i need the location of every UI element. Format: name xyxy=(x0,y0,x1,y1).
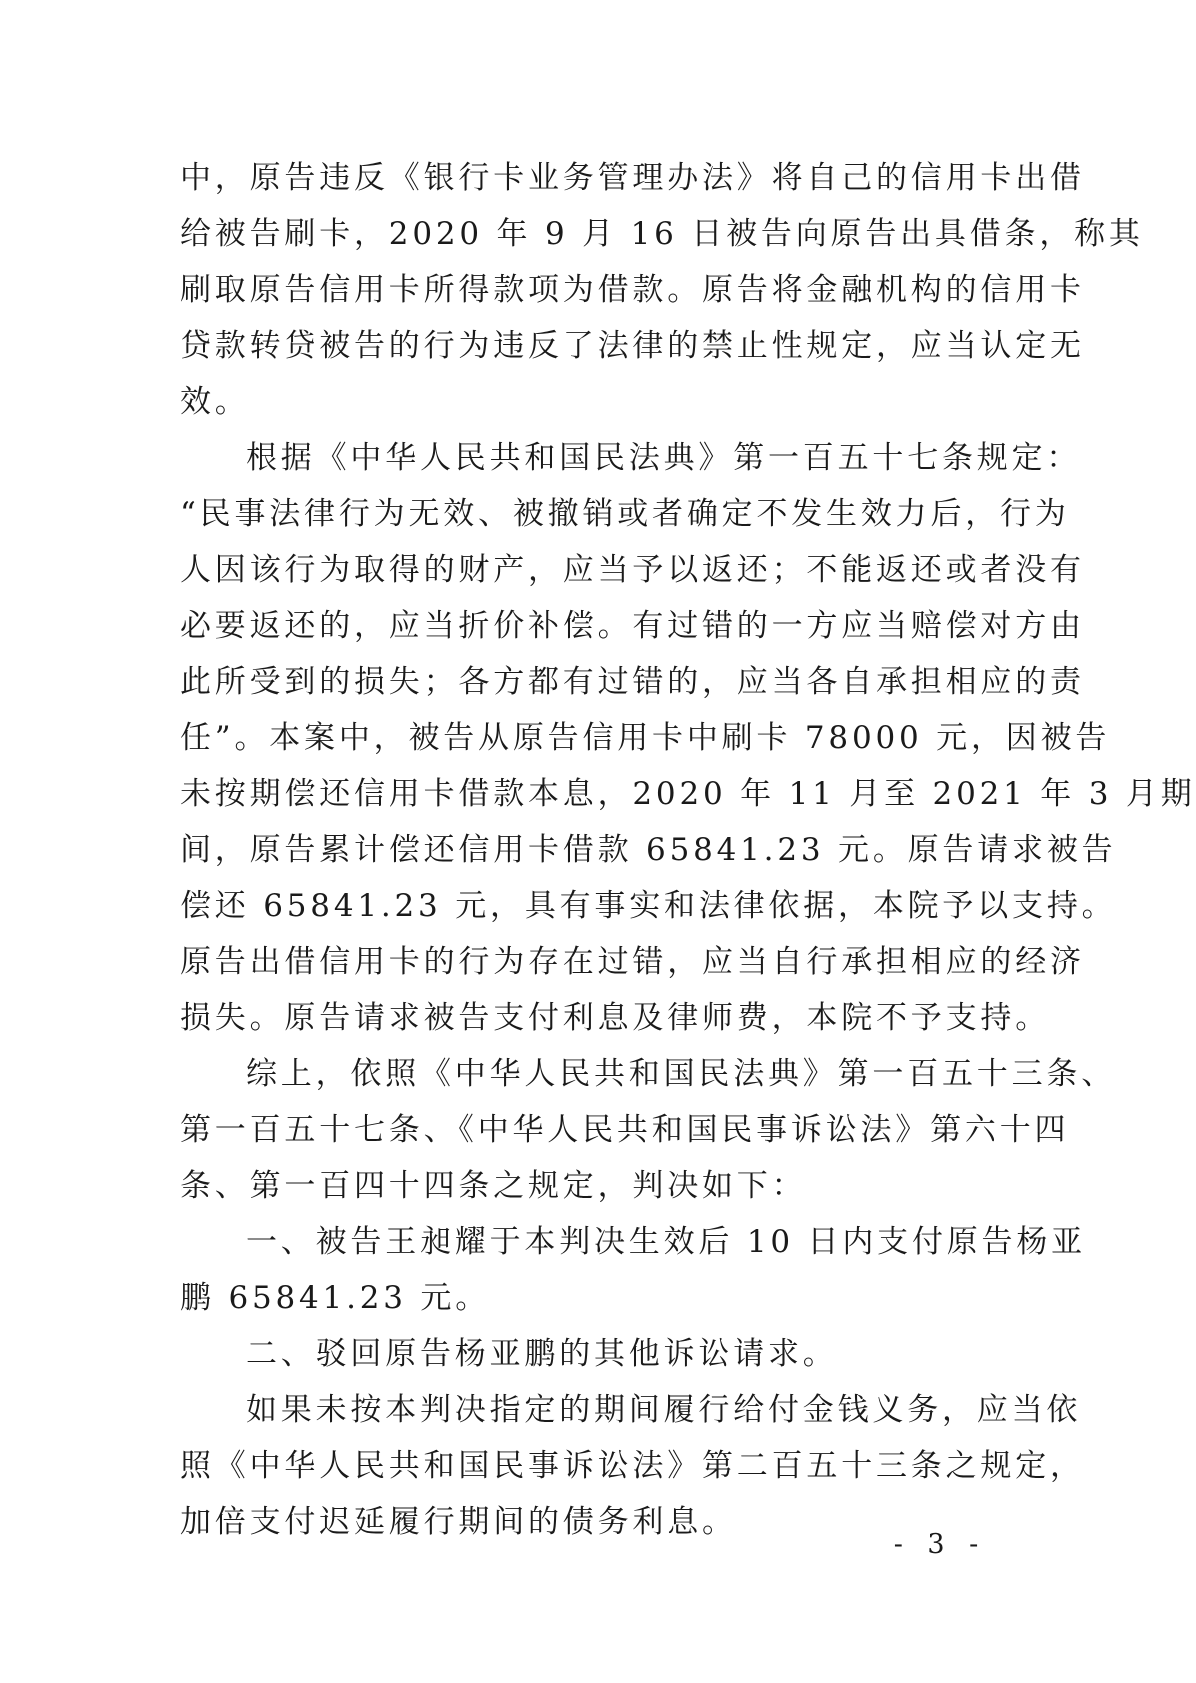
text-line: 间，原告累计偿还信用卡借款 65841.23 元。原告请求被告 xyxy=(180,832,1117,868)
judgment-body-text xyxy=(180,150,1196,1550)
text-line: 贷款转贷被告的行为违反了法律的禁止性规定，应当认定无 xyxy=(180,328,1085,364)
text-line: “民事法律行为无效、被撤销或者确定不发生效力后，行为 xyxy=(180,496,1070,532)
text-line: 原告出借信用卡的行为存在过错，应当自行承担相应的经济 xyxy=(180,944,1085,980)
text-line: 损失。原告请求被告支付利息及律师费，本院不予支持。 xyxy=(180,1000,1050,1036)
text-line: 偿还 65841.23 元，具有事实和法律依据，本院予以支持。 xyxy=(180,888,1117,924)
text-line: 未按期偿还信用卡借款本息，2020 年 11 月至 2021 年 3 月期 xyxy=(180,776,1196,812)
page-number: - 3 - xyxy=(893,1529,987,1560)
text-line: 如果未按本判决指定的期间履行给付金钱义务，应当依 xyxy=(246,1392,1082,1428)
text-line: 必要返还的，应当折价补偿。有过错的一方应当赔偿对方由 xyxy=(180,608,1085,644)
text-line: 第一百五十七条、《中华人民共和国民事诉讼法》第六十四 xyxy=(180,1112,1070,1148)
text-line: 条、第一百四十四条之规定，判决如下： xyxy=(180,1168,807,1204)
text-line: 一、被告王昶耀于本判决生效后 10 日内支付原告杨亚 xyxy=(246,1224,1086,1260)
text-line: 人因该行为取得的财产，应当予以返还；不能返还或者没有 xyxy=(180,552,1085,588)
text-line: 加倍支付迟延履行期间的债务利息。 xyxy=(180,1504,737,1540)
text-line: 任”。本案中，被告从原告信用卡中刷卡 78000 元，因被告 xyxy=(180,720,1111,756)
text-line: 照《中华人民共和国民事诉讼法》第二百五十三条之规定， xyxy=(180,1448,1085,1484)
text-line: 根据《中华人民共和国民法典》第一百五十七条规定： xyxy=(246,440,1082,476)
text-line: 中，原告违反《银行卡业务管理办法》将自己的信用卡出借 xyxy=(180,160,1085,196)
text-line: 此所受到的损失；各方都有过错的，应当各自承担相应的责 xyxy=(180,664,1085,700)
text-line: 刷取原告信用卡所得款项为借款。原告将金融机构的信用卡 xyxy=(180,272,1085,308)
text-line: 鹏 65841.23 元。 xyxy=(180,1280,491,1316)
text-line: 给被告刷卡，2020 年 9 月 16 日被告向原告出具借条，称其 xyxy=(180,216,1144,252)
text-line: 综上，依照《中华人民共和国民法典》第一百五十三条、 xyxy=(246,1056,1116,1092)
text-line: 二、驳回原告杨亚鹏的其他诉讼请求。 xyxy=(246,1336,838,1372)
text-line: 效。 xyxy=(180,384,250,420)
